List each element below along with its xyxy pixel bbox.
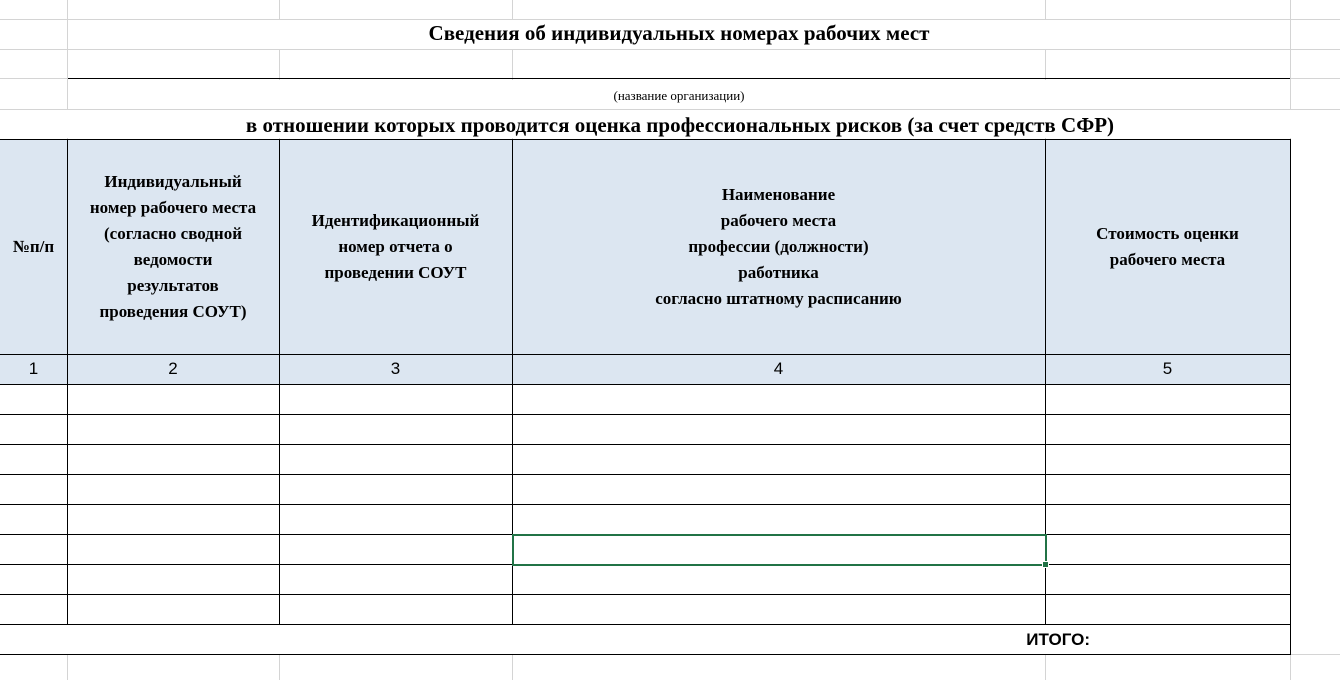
column-number-4[interactable]: 4: [773, 359, 784, 378]
table-cell[interactable]: [0, 534, 67, 564]
document-title: Сведения об индивидуальных номерах рабочих мест: [428, 21, 930, 45]
table-cell[interactable]: [512, 474, 1045, 504]
column-header-4[interactable]: [512, 139, 1045, 354]
table-border: [0, 624, 1291, 625]
column-number-3[interactable]: 3: [390, 359, 401, 378]
column-header-label: Идентификационный номер отчета о проведении СОУТ: [311, 210, 480, 282]
table-border: [0, 414, 1291, 415]
table-border: [0, 474, 1291, 475]
table-cell[interactable]: [0, 474, 67, 504]
table-cell[interactable]: [1045, 414, 1290, 444]
table-border: [0, 654, 1291, 655]
table-border: [0, 139, 1291, 140]
table-cell[interactable]: [67, 564, 279, 594]
column-header-5[interactable]: [1045, 139, 1290, 354]
column-header-label: Наименование рабочего места профессии (должности) работника согласно штатному расписанию: [655, 184, 902, 308]
table-cell[interactable]: [512, 504, 1045, 534]
organization-name-line: [68, 78, 1290, 79]
column-number-5[interactable]: 5: [1162, 359, 1173, 378]
table-cell[interactable]: [279, 564, 512, 594]
table-cell[interactable]: [0, 414, 67, 444]
table-cell[interactable]: [67, 444, 279, 474]
table-cell[interactable]: [0, 594, 67, 624]
table-cell[interactable]: [67, 384, 279, 414]
table-cell[interactable]: [279, 474, 512, 504]
table-border: [1290, 139, 1291, 655]
table-cell[interactable]: [1045, 384, 1290, 414]
table-cell[interactable]: [279, 414, 512, 444]
column-number-2[interactable]: 2: [168, 359, 178, 378]
table-border: [279, 139, 280, 625]
table-cell[interactable]: [0, 384, 67, 414]
table-cell[interactable]: [279, 384, 512, 414]
document-subtitle: в отношении которых проводится оценка профессиональных рисков (за счет средств СФР): [245, 113, 1115, 137]
table-cell[interactable]: [0, 504, 67, 534]
table-cell[interactable]: [1045, 444, 1290, 474]
table-cell[interactable]: [1045, 564, 1290, 594]
table-cell[interactable]: [1045, 474, 1290, 504]
table-cell[interactable]: [67, 414, 279, 444]
table-cell[interactable]: [512, 414, 1045, 444]
table-cell[interactable]: [279, 504, 512, 534]
table-cell[interactable]: [512, 564, 1045, 594]
table-border: [0, 354, 1291, 355]
table-cell[interactable]: [279, 534, 512, 564]
table-border: [67, 139, 68, 625]
table-cell[interactable]: [1045, 534, 1290, 564]
table-cell[interactable]: [1045, 594, 1290, 624]
selected-cell[interactable]: [512, 534, 1047, 566]
table-border: [0, 444, 1291, 445]
column-header-label: Индивидуальный номер рабочего места (согласно сводной ведомости результатов проведения СОУТ): [89, 171, 257, 321]
column-header-label: Стоимость оценки рабочего места: [1096, 223, 1239, 269]
table-border: [0, 384, 1291, 385]
column-header-3[interactable]: [279, 139, 512, 354]
table-cell[interactable]: [1045, 504, 1290, 534]
column-header-1[interactable]: [0, 139, 67, 354]
column-number-1[interactable]: 1: [28, 359, 39, 378]
column-header-2[interactable]: [67, 139, 279, 354]
table-border: [0, 504, 1291, 505]
table-cell[interactable]: [67, 504, 279, 534]
table-cell[interactable]: [0, 444, 67, 474]
column-header-label: №п/п: [12, 236, 55, 256]
table-cell[interactable]: [67, 534, 279, 564]
organization-caption: (название организации): [613, 88, 745, 103]
table-cell[interactable]: [67, 474, 279, 504]
table-cell[interactable]: [67, 594, 279, 624]
table-border: [0, 594, 1291, 595]
table-cell[interactable]: [0, 564, 67, 594]
total-label: ИТОГО:: [1026, 630, 1090, 649]
fill-handle[interactable]: [1042, 561, 1049, 568]
table-cell[interactable]: [279, 444, 512, 474]
table-cell[interactable]: [279, 594, 512, 624]
table-cell[interactable]: [512, 594, 1045, 624]
table-cell[interactable]: [512, 444, 1045, 474]
table-cell[interactable]: [512, 384, 1045, 414]
